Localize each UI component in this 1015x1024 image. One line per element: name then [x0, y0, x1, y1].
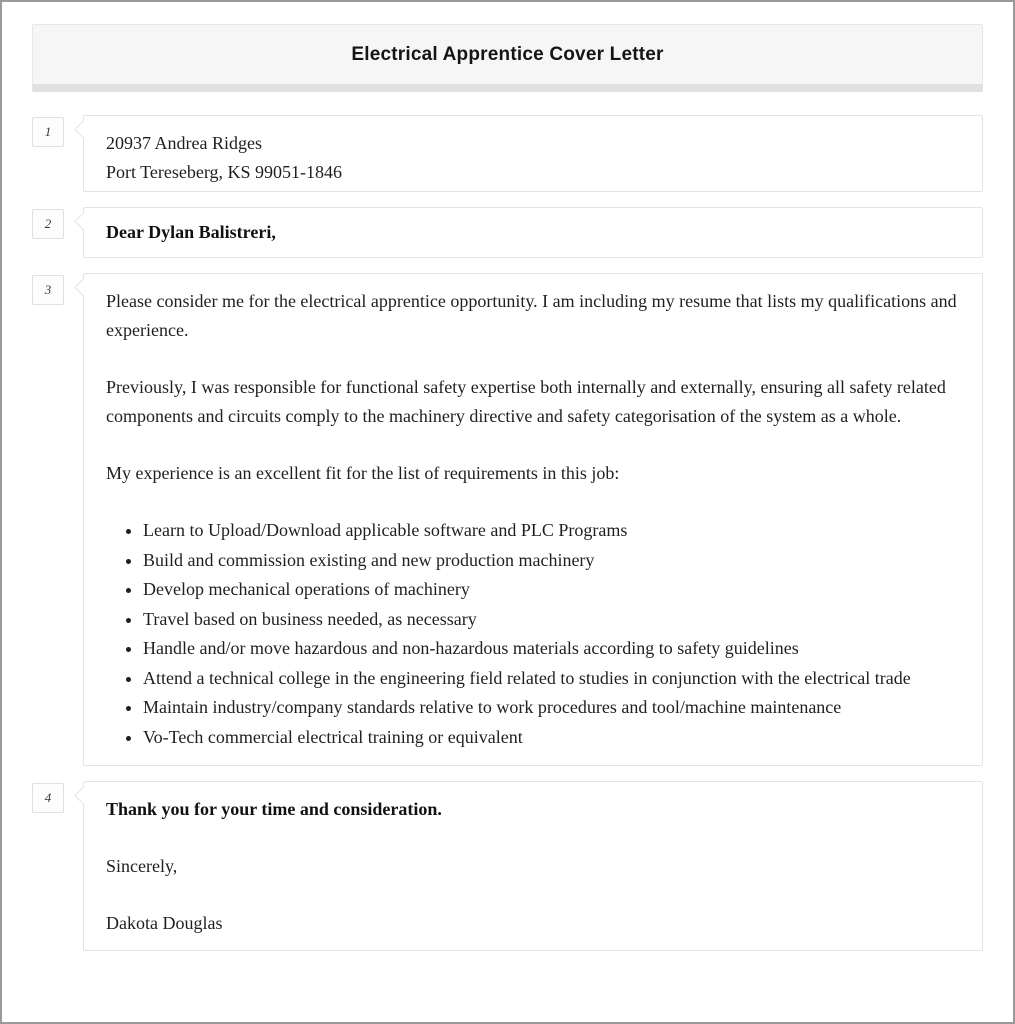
requirement-item: • Maintain industry/company standards relative to work procedures and tool/machine maintenance	[143, 693, 960, 723]
section-closing	[32, 781, 983, 951]
body-box	[83, 273, 983, 766]
closing-box	[83, 781, 983, 951]
body-paragraph-1: Please consider me for the electrical apprentice opportunity. I am including my resume that lists my qualifications and experience.	[106, 291, 957, 340]
section-number-badge-2: 2	[32, 209, 64, 239]
requirement-item: • Develop mechanical operations of machinery	[143, 575, 960, 605]
closing-signoff: Sincerely,	[106, 856, 178, 876]
body-paragraph-3: My experience is an excellent fit for the list of requirements in this job:	[106, 463, 620, 483]
document-title-bar	[32, 24, 983, 92]
body-paragraph-2: Previously, I was responsible for functional safety expertise both internally and externally, ensuring all safety related components and circuits comply to the machinery directive and safety categorisation of the system as a whole.	[106, 377, 946, 426]
salutation-text: Dear Dylan Balistreri,	[106, 222, 276, 242]
requirement-item: • Handle and/or move hazardous and non-hazardous materials according to safety guidelines	[143, 634, 960, 664]
section-address	[32, 115, 983, 192]
requirement-item: • Build and commission existing and new production machinery	[143, 546, 960, 576]
section-number-badge-3: 3	[32, 275, 64, 305]
section-body	[32, 273, 983, 766]
requirement-item: • Attend a technical college in the engineering field related to studies in conjunction with the electrical trade	[143, 664, 960, 694]
requirements-list	[106, 516, 960, 752]
page-title: Electrical Apprentice Cover Letter	[351, 43, 664, 65]
section-number-badge-1: 1	[32, 117, 64, 147]
requirement-item: • Vo-Tech commercial electrical training or equivalent	[143, 723, 960, 753]
address-line-1: 20937 Andrea Ridges	[106, 133, 262, 153]
address-box	[83, 115, 983, 192]
closing-thanks: Thank you for your time and consideration.	[106, 799, 442, 819]
requirement-item: • Travel based on business needed, as necessary	[143, 605, 960, 635]
salutation-box	[83, 207, 983, 258]
closing-signature: Dakota Douglas	[106, 913, 223, 933]
address-line-2: Port Tereseberg, KS 99051-1846	[106, 162, 343, 182]
section-number-badge-4: 4	[32, 783, 64, 813]
section-salutation	[32, 207, 983, 258]
requirement-item: • Learn to Upload/Download applicable software and PLC Programs	[143, 516, 960, 546]
